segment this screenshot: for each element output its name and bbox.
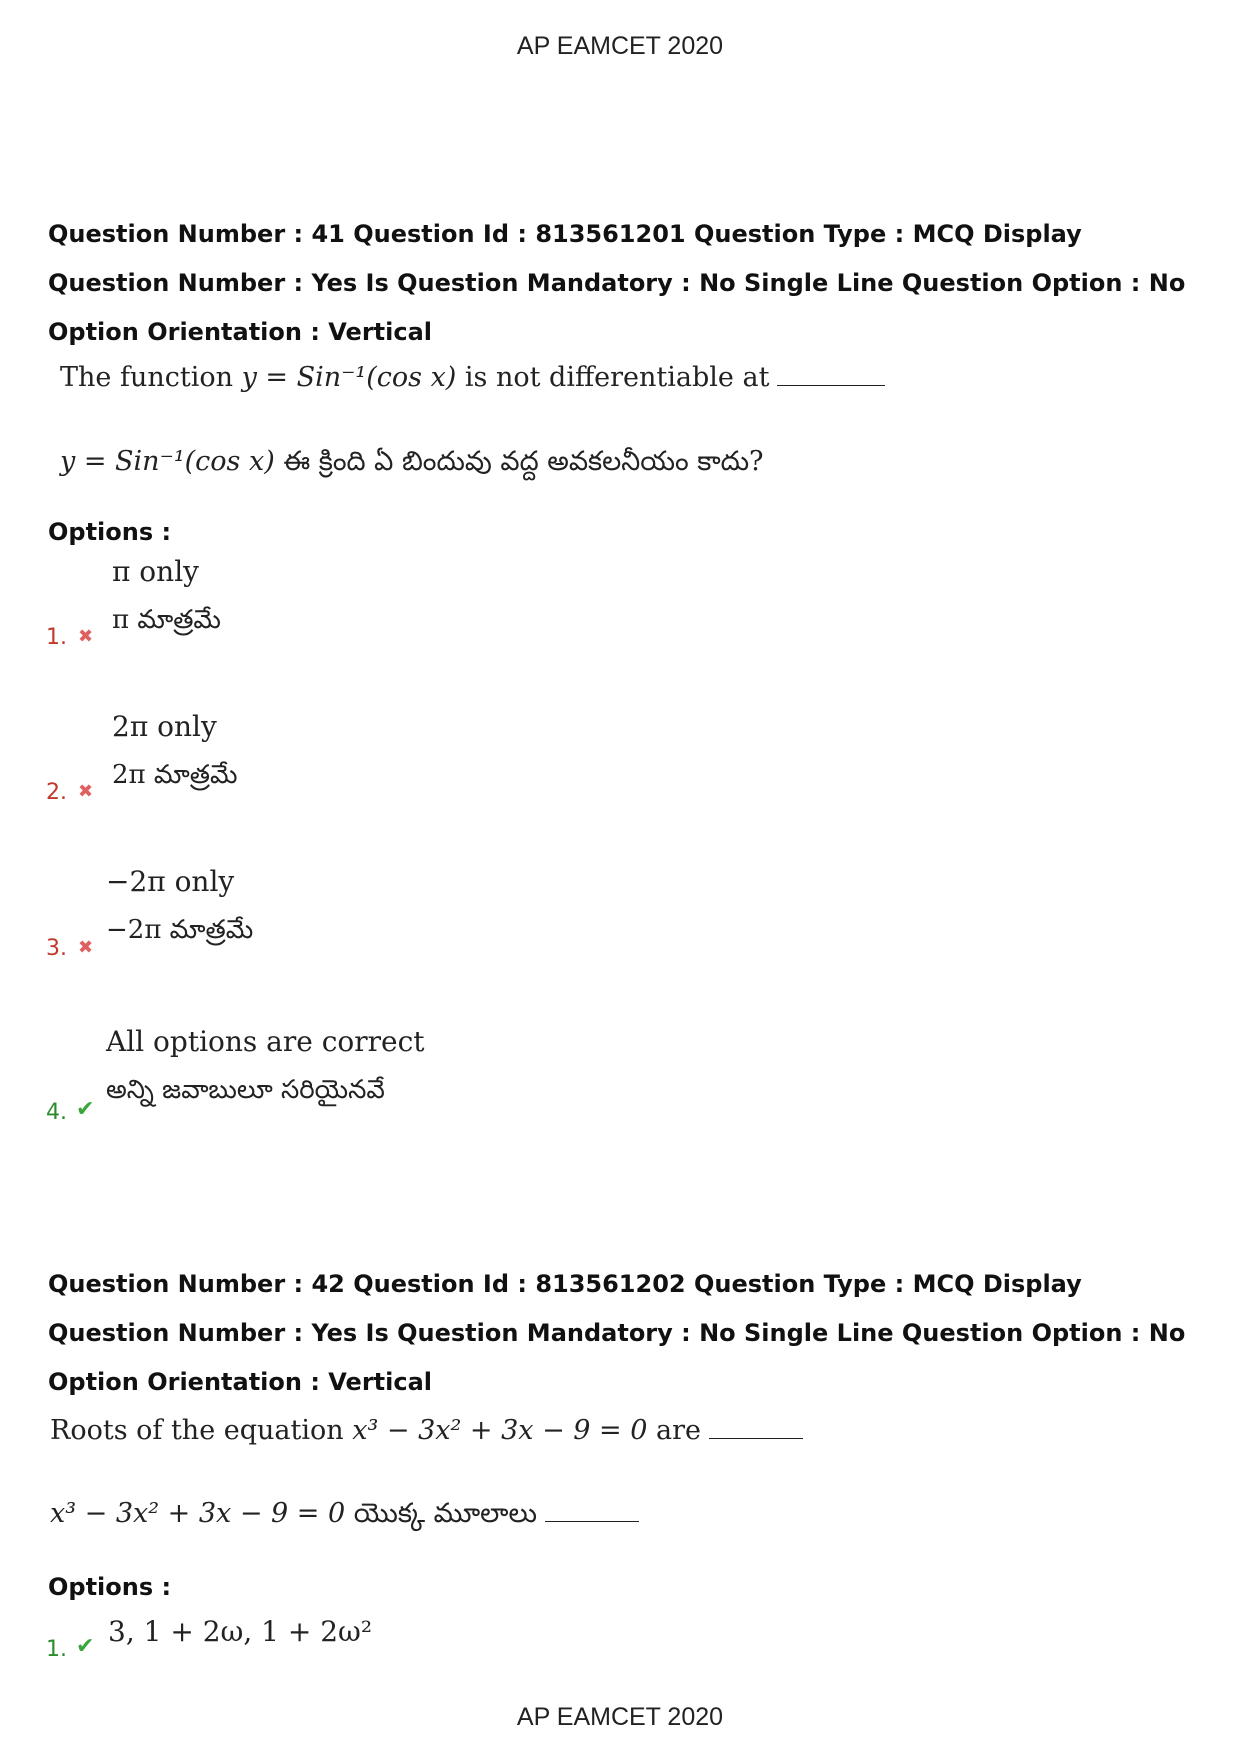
question-41-equation-te: y = Sin⁻¹(cos x) bbox=[60, 446, 275, 477]
q41-option-4-en: All options are correct bbox=[106, 1025, 425, 1058]
question-41-text-te bbox=[60, 446, 764, 484]
answer-blank bbox=[545, 1520, 639, 1522]
options-heading-42: Options : bbox=[48, 1573, 172, 1601]
q41-option-1-en: π only bbox=[112, 555, 199, 588]
cross-icon: ✖ bbox=[78, 781, 94, 802]
q41-option-1-te: π మాత్రమే bbox=[112, 605, 221, 635]
q41-option-2-number: 2. bbox=[46, 780, 67, 805]
cross-icon: ✖ bbox=[78, 626, 94, 647]
q41-option-4-number: 4. bbox=[46, 1100, 67, 1125]
question-42-text-te bbox=[50, 1498, 639, 1536]
question-42-equation: x³ − 3x² + 3x − 9 = 0 bbox=[352, 1415, 648, 1446]
question-41-suffix-te: ఈ క్రింది ఏ బిందువు వద్ద అవకలనీయం కాదు? bbox=[274, 446, 764, 477]
question-41-prefix: The function bbox=[60, 362, 242, 393]
page-header: AP EAMCET 2020 bbox=[516, 32, 724, 60]
q42-option-1-en: 3, 1 + 2ω, 1 + 2ω² bbox=[108, 1615, 373, 1648]
question-42-text-en bbox=[50, 1415, 803, 1446]
answer-blank bbox=[777, 384, 885, 386]
q41-option-3-en: −2π only bbox=[106, 865, 235, 898]
q41-option-2-te: 2π మాత్రమే bbox=[112, 760, 238, 790]
q42-option-1-number: 1. bbox=[46, 1637, 67, 1662]
q41-option-3-number: 3. bbox=[46, 936, 67, 961]
q41-option-3-te: −2π మాత్రమే bbox=[106, 915, 254, 945]
question-42-suffix: are bbox=[647, 1415, 702, 1446]
question-42-suffix-te: యొక్క మూలాలు bbox=[345, 1498, 537, 1529]
q41-option-1-number: 1. bbox=[46, 625, 67, 650]
question-42-meta: Question Number : 42 Question Id : 813561202 Question Type : MCQ Display Question Number : Yes Is Question Mandatory : No Single Line Question Option : No Option Orientation : Vertical bbox=[48, 1270, 1186, 1396]
question-41-meta: Question Number : 41 Question Id : 813561201 Question Type : MCQ Display Question Number : Yes Is Question Mandatory : No Single Line Question Option : No Option Orientation : Vertical bbox=[48, 220, 1186, 346]
checkmark-icon: ✔ bbox=[76, 1097, 95, 1122]
question-42-equation-te: x³ − 3x² + 3x − 9 = 0 bbox=[50, 1498, 346, 1529]
answer-blank bbox=[709, 1437, 803, 1439]
question-41-suffix: is not differentiable at bbox=[456, 362, 770, 393]
q41-option-2-en: 2π only bbox=[112, 710, 217, 743]
question-42-prefix: Roots of the equation bbox=[50, 1415, 353, 1446]
checkmark-icon: ✔ bbox=[76, 1634, 95, 1659]
question-41-equation: y = Sin⁻¹(cos x) bbox=[241, 362, 457, 393]
options-heading-41: Options : bbox=[48, 518, 172, 546]
q41-option-4-te: అన్ని జవాబులూ సరియైనవే bbox=[106, 1075, 385, 1105]
page-footer: AP EAMCET 2020 bbox=[516, 1703, 724, 1731]
cross-icon: ✖ bbox=[78, 937, 94, 958]
question-41-text-en bbox=[60, 362, 885, 393]
